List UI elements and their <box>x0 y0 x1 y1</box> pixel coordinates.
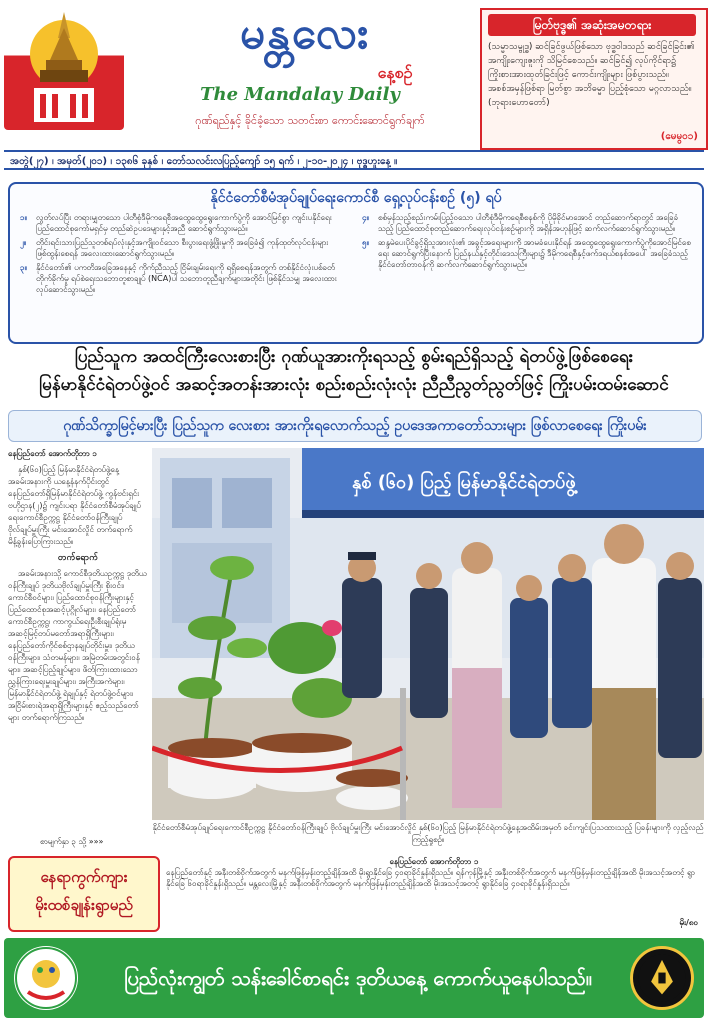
headline-line-1: ပြည်သူက အထင်ကြီးလေးစားပြီး ဂုဏ်ယူအားကိုးရသည့် စွမ်းရည်ရှိသည့် ရဲတပ်ဖွဲ့ဖြစ်စေရေး <box>74 347 634 367</box>
weather-title-line-2: မိုးထစ်ချုန်းရွာမည် <box>35 896 133 914</box>
objective-text: နိုင်ငံတော်၏ ပကတိအခြေအနေနှင့် ကိုက်ညီသည့် ငြိမ်းချမ်းရေးကို ရရှိစေရန်အတွက် တစ်နိုင်ငံလုံးပစ်ခတ်တိုက်ခိုက်မှု ရပ်စဲရေးသဘောတူစာချုပ် (NCA)ပါ သဘောတူညီချက်များအတိုင်း ဖြစ်နိုင်သမျှ အလေးထားလုပ်ဆောင်သွားမည်။ <box>36 263 337 294</box>
census-footer-text: ပြည်လုံးကျွတ် သန်းခေါင်စာရင်း ဒုတိယနေ့ ကောက်ယူနေပါသည်။ <box>124 966 592 990</box>
story-dateline: နေပြည်တော် အောက်တိုဘာ ၁ <box>8 449 97 458</box>
immigration-emblem-icon <box>630 946 694 1010</box>
census-logo-icon <box>14 946 78 1010</box>
newspaper-title-sub: နေ့စဉ် <box>377 63 413 82</box>
newspaper-title: မန္တလေး <box>239 8 371 59</box>
objective-number: ၄။ <box>362 213 369 222</box>
weather-forecast-text: နေပြည်တော်နှင့် အနီးတစ်ဝိုက်အတွက် မနက်ဖြန်မှန်းတည့်ချိန်အထိ မိုးရွာနိုင်ခြေ ၄၀ရာခိုင်နှုန်းရှိသည်။ ရန်ကုန်မြို့နှင့် အနီးတစ်ဝိုက်အတွက် မနက်ဖြန်မှန်းတည့်ချိန်အထိ မိုးအသင့်အတင့် ရွာနိုင်ခြေ ၆၀ရာခိုင်နှုန်းရှိသည်။ မန္တလေးမြို့နှင့် အနီးတစ်ဝိုက်အတွက် မနက်ဖြန်မှန်းတည့်ချိန်အထိ မိုးအသင့်အတင့် ရွာနိုင်ခြေ ၄၀ရာခိုင်နှုန်းရှိသည်။ <box>166 868 695 888</box>
objective-text: လွတ်လပ်ပြီး တရားမျှတသော ပါတီစုံဒီမိုကရေစီအထွေထွေရွေးကောက်ပွဲကို အောင်မြင်စွာ ကျင်းပနိုင်ရေး ပြည်ထောင်စုကော်မရှင်မှ တည်ဆဲဥပဒေများနှင့်အညီ ဆောင်ရွက်သွားမည်။ <box>36 213 332 233</box>
pagoda-logo <box>4 6 124 130</box>
weather-dateline: နေပြည်တော် အောက်တိုဘာ ၁ <box>389 857 479 866</box>
lead-story <box>8 448 148 830</box>
teaching-text: (သမ္မာသမ္ဗုဒ္ဓ) ဆင်ခြင်ဖွယ်ဖြစ်သော ဗုဒ္ဓဝါဒသည် ဆင်ခြင်ခြင်း၏ အကျိုးကျေးဇူးကို သိမြင်စေသည်။ ဆင်ခြင်၍ လုပ်ကိုင်ရာ၌ ကြိုးစားအားထုတ်ခြင်းဖြင့် ကောင်းကျိုးများ ဖြစ်ပွားသည်။ အစစ်အမှန်ဖြစ်ရာ မြတ်စွာ အဘိဓမ္မာ ပြည့်စုံသော မဂ္ဂလာသည်။ (ဘုရားဟောတော်) <box>488 42 695 108</box>
objective-number: ၂။ <box>20 238 27 247</box>
pagoda-icon <box>28 10 100 122</box>
objectives-column-left <box>20 212 350 336</box>
objective-item <box>20 212 350 234</box>
story-paragraph: အခမ်းအနားသို့ ကောင်စီဒုတိယဥက္ကဋ္ဌ ဒုတိယဝန်ကြီးချုပ် ဒုတိယဗိုလ်ချုပ်မှူးကြီး စိုးဝင်း၊ ကောင်စီဝင်များ၊ ပြည်ထောင်စုဝန်ကြီးများနှင့် ပြည်ထောင်စုအဆင့်ပုဂ္ဂိုလ်များ၊ နေပြည်တော်ကောင်စီဥက္ကဋ္ဌ၊ ကာကွယ်ရေးဦးစီးချုပ်ရုံးမှ အဆင့်မြင့်တပ်မတော်အရာရှိကြီးများ၊ နေပြည်တော်ကိုင်စစ်ဌာနချုပ်တိုင်းမှူး၊ ဒုတိယဝန်ကြီးများ၊ သံတမန်များ၊ အမြဲတမ်းအတွင်းဝန်များ၊ အဆင့်ပြည့်ချုပ်များ၊ ဖိတ်ကြားထားသော ညွှန်ကြားရေးမှူးချုပ်များ၊ အကြီးအကဲများ၊ မြန်မာနိုင်ငံရဲတပ်ဖွဲ့ ရဲချုပ်နှင့် ရဲတပ်ဖွဲ့ဝင်များ၊ အငြိမ်းစားရဲအရာရှိကြီးများနှင့် ဧည့်သည်တော်များ တက်ရောက်ကြသည်။ <box>8 569 147 722</box>
headline-line-2: မြန်မာနိုင်ငံရဲတပ်ဖွဲ့ဝင် အဆင့်အတန်းအားလုံး စည်းစည်းလုံးလုံး ညီညီညွတ်ညွတ်ဖြင့် ကြိုးပမ်းထမ်းဆောင် <box>39 375 669 395</box>
subheadline: ဂုဏ်သိက္ခာမြင့်မားပြီး ပြည်သူက လေးစား အားကိုးရလောက်သည့် ဥပဒေအကာတော်သားများ ဖြစ်လာစေရေး ကြိုးပမ်း <box>8 410 702 442</box>
objective-item <box>362 212 692 234</box>
objective-item <box>362 237 692 270</box>
objective-item <box>20 262 350 295</box>
objective-number: ၅။ <box>362 238 369 247</box>
continued-link[interactable]: စာမျက်နှာ ၃ သို့ »»» <box>40 837 104 846</box>
objective-text: စစ်မှန်သည့်စည်းကမ်းပြည့်ဝသော ပါတီစုံဒီမိုကရေစီစနစ်ကို ပိုမိုခိုင်မာအောင် တည်ဆောက်ရာတွင် အခြေခံသည့် ပြည်ထောင်စုတည်ဆောက်ရေးလုပ်ငန်းစဉ်များကို အရှိန်အဟုန်ဖြင့် ဆက်လက်ဆောင်ရွက်သွားမည်။ <box>378 213 679 233</box>
objectives-column-right <box>362 212 692 336</box>
teaching-sign: (မေမွ၀၁) <box>660 131 698 142</box>
objective-text: တိုင်းရင်းသားပြည်သူတစ်ရပ်လုံးနှင့်အကျိုးဝင်သော စီးပွားရေးဖွံ့ဖြိုးမှုကို အခြေခံ၍ ကုန်ထုတ်လုပ်ငန်းများ ဖြစ်ထွန်းစေရန် အလေးထားဆောင်ရွက်သွားမည်။ <box>36 238 329 258</box>
objective-item <box>20 237 350 259</box>
objective-number: ၁။ <box>20 213 27 222</box>
story-paragraph: နှစ်(၆၀)ပြည့် မြန်မာနိုင်ငံရဲတပ်ဖွဲ့နေ့အခမ်းအနားကို ယနေ့နံနက်ပိုင်းတွင် နေပြည်တော်ရှိမြန်မာနိုင်ငံရဲတပ်ဖွဲ့ ကွန်ဗင်းရှင်းဗဟိုဌာန(၂)၌ ကျင်းပရာ နိုင်ငံတော်စီမံအုပ်ချုပ်ရေးကောင်စီဥက္ကဋ္ဌ နိုင်ငံတော်ဝန်ကြီးချုပ် ဗိုလ်ချုပ်မှူးကြီး မင်းအောင်လှိုင် တက်ရောက်မိန့်ခွန်းပြောကြားသည်။ <box>8 465 141 546</box>
lead-photo <box>152 448 704 820</box>
newspaper-title-english: The Mandalay Daily <box>200 84 400 105</box>
weather-sign: မိုး/၈၀ <box>679 918 698 927</box>
teaching-box <box>480 8 708 150</box>
story-subhead: တက်ရောက် <box>57 553 99 563</box>
weather-report <box>166 856 702 928</box>
weather-box <box>8 856 160 932</box>
objectives-box <box>8 182 704 344</box>
issue-dateline: အတွဲ(၂၇) ၊ အမှတ်(၂၀၁) ၊ ၁၃၈၆ ခုနှစ် ၊ တော်သလင်းလပြည့်ကျော် ၁၅ ရက် ၊ ၂-၁၀-၂၀၂၄ ၊ ဗုဒ္ဓဟူးနေ့ ။ <box>4 150 704 170</box>
objective-text: ဆန္ဒမဲပေးပိုင်ခွင့်ရှိသူအားလုံး၏ အခွင့်အရေးများကို အာမခံပေးနိုင်ရန် အထွေထွေရွေးကောက်ပွဲကိုအောင်မြင်စေရေး ဆောင်ရွက်ပြီးနောက် ပြည်နယ်နှင့်တိုင်းဒေသကြီးများ၌ ဒီမိုကရေစီနှင့်ဖက်ဒရယ်စနစ်အပေါ် အခြေခံသည့် နိုင်ငံတော်တာဝန်ကို ဆက်လက်ဆောင်ရွက်သွားမည်။ <box>378 238 691 269</box>
photo-caption: နိုင်ငံတော်စီမံအုပ်ချုပ်ရေးကောင်စီဥက္ကဋ္ဌ နိုင်ငံတော်ဝန်ကြီးချုပ် ဗိုလ်ချုပ်မှူးကြီး မင်းအောင်လှိုင် နှစ်(၆၀)ပြည့် မြန်မာနိုင်ငံရဲတပ်ဖွဲ့နေ့အထိမ်းအမှတ် ခင်းကျင်းပြသထားသည့် ပြခန်းများကို လှည့်လည်ကြည့်ရှုစဉ်။ <box>152 823 704 844</box>
exhibition-photo <box>152 448 704 820</box>
census-footer-banner <box>4 938 704 1018</box>
objectives-title: နိုင်ငံတော်စီမံအုပ်ချုပ်ရေးကောင်စီ ရှေ့လုပ်ငန်းစဉ် (၅) ရပ် <box>210 190 502 206</box>
photo-banner-text: နှစ် (၆၀) ပြည့် မြန်မာနိုင်ငံရဲတပ်ဖွဲ့ <box>352 472 576 493</box>
weather-title-line-1: နေရာကွက်ကျား <box>40 868 128 886</box>
newspaper-slogan: ဂုဏ်ရည်နှင့် ခိုင်ခံ့သော သတင်းစာ ကောင်းဆောင်ရွက်ချက် <box>195 114 425 127</box>
objective-number: ၃။ <box>20 263 27 272</box>
teaching-heading: မြတ်ဗုဒ္ဓ၏ အဆုံးအမတရား <box>488 14 696 36</box>
masthead <box>0 0 709 148</box>
